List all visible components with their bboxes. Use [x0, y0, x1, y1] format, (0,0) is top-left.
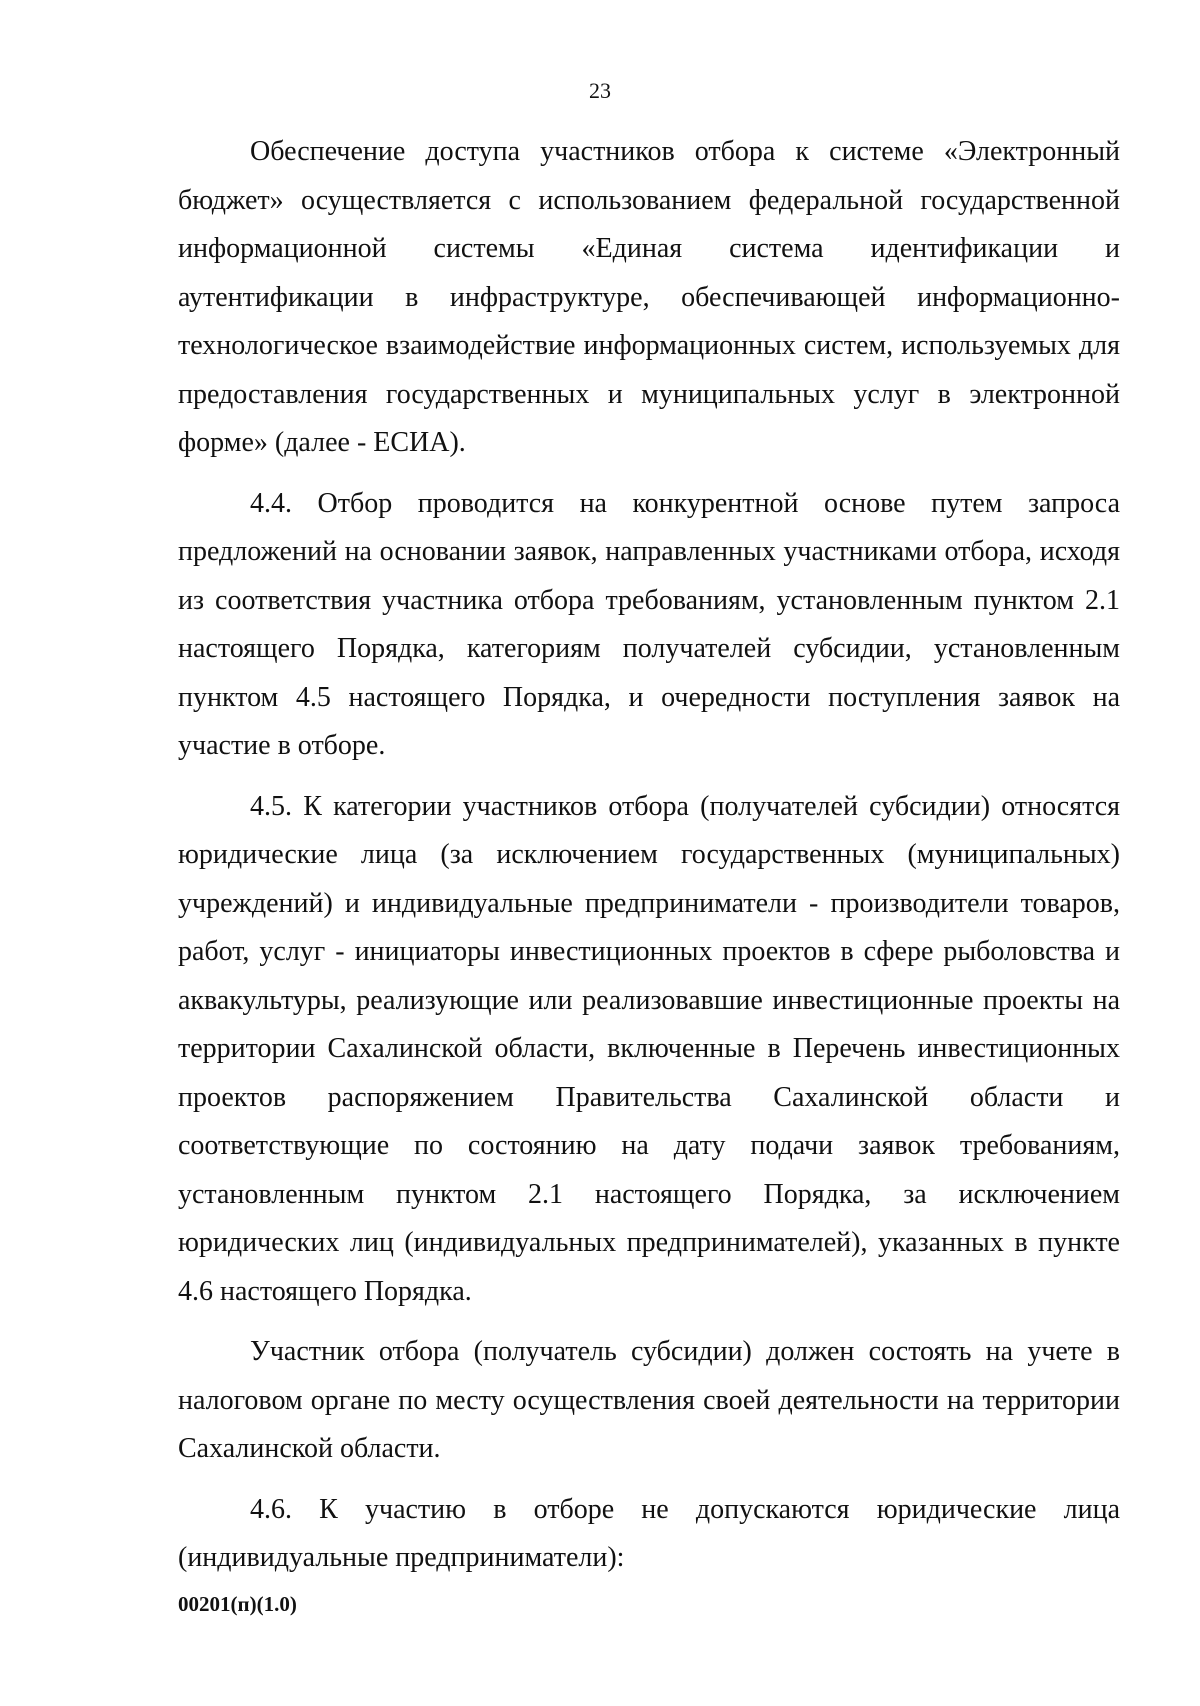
paragraph-4-6: 4.6. К участию в отборе не допускаются юридические лица (индивидуальные предприниматели): — [178, 1493, 1120, 1573]
paragraph-esia-access: Обеспечение доступа участников отбора к системе «Электронный бюджет» осуществляется с использованием федеральной государственной информационной системы «Единая система идентификации и аутентификации в инфраструктуре, обеспечивающей информационно-технологическое взаимодействие информационных систем, используемых для предоставления государственных и муниципальных услуг в электронной форме» (далее - ЕСИА). — [178, 136, 1120, 458]
paragraph-4-4: 4.4. Отбор проводится на конкурентной основе путем запроса предложений на основании заявок, направленных участниками отбора, исходя из соответствия участника отбора требованиям, установленным пунктом 2.1 настоящего Порядка, категориям получателей субсидии, установленным пунктом 4.5 настоящего Порядка, и очередности поступления заявок на участие в отборе. — [178, 487, 1120, 761]
paragraph-tax-registration: Участник отбора (получатель субсидии) должен состоять на учете в налоговом органе по месту осуществления своей деятельности на территории Сахалинской области. — [178, 1336, 1120, 1464]
paragraph-4-5: 4.5. К категории участников отбора (получателей субсидии) относятся юридические лица (за исключением государственных (муниципальных) учреждений) и индивидуальные предприниматели - производители товаров, работ, услуг - инициаторы инвестиционных проектов в сфере рыболовства и аквакультуры, реализующие или реализовавшие инвестиционные проекты на территории Сахалинской области, включенные в Перечень инвестиционных проектов распоряжением Правительства Сахалинской области и соответствующие по состоянию на дату подачи заявок требованиям, установленным пунктом 2.1 настоящего Порядка, за исключением юридических лиц (индивидуальных предпринимателей), указанных в пункте 4.6 настоящего Порядка. — [178, 790, 1120, 1307]
page-number: 23 — [589, 78, 611, 103]
document-body — [178, 128, 1120, 1595]
document-code: 00201(п)(1.0) — [178, 1592, 297, 1616]
